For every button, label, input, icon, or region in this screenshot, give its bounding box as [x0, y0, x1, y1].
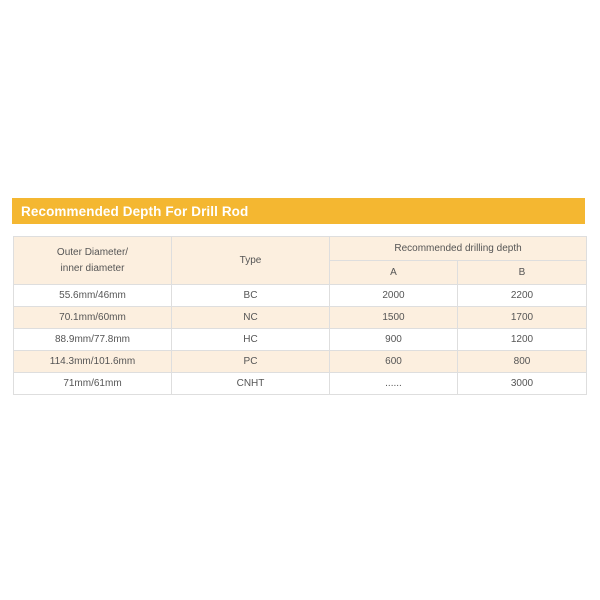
- type-cell: HC: [172, 329, 330, 351]
- table-row: [14, 329, 587, 351]
- header-row-1: [14, 237, 587, 261]
- depth-a-cell: ......: [330, 373, 458, 395]
- diameter-header: [14, 237, 172, 285]
- depth-b-cell: 2200: [458, 285, 587, 307]
- table-row: [14, 351, 587, 373]
- depth-group-header: Recommended drilling depth: [330, 237, 587, 261]
- depth-b-cell: 800: [458, 351, 587, 373]
- diameter-cell: 70.1mm/60mm: [14, 307, 172, 329]
- diameter-header-line2: inner diameter: [60, 262, 125, 274]
- col-a-header: A: [330, 261, 458, 285]
- table-title: Recommended Depth For Drill Rod: [21, 203, 249, 219]
- depth-a-cell: 2000: [330, 285, 458, 307]
- depth-a-cell: 600: [330, 351, 458, 373]
- type-cell: CNHT: [172, 373, 330, 395]
- diameter-header-line1: Outer Diameter/: [56, 246, 129, 258]
- depth-a-cell: 900: [330, 329, 458, 351]
- type-cell: NC: [172, 307, 330, 329]
- table-row: [14, 373, 587, 395]
- diameter-cell: 114.3mm/101.6mm: [14, 351, 172, 373]
- diameter-cell: 88.9mm/77.8mm: [14, 329, 172, 351]
- diameter-cell: 55.6mm/46mm: [14, 285, 172, 307]
- type-header: Type: [172, 237, 330, 285]
- type-cell: PC: [172, 351, 330, 373]
- depth-b-cell: 1700: [458, 307, 587, 329]
- table-row: [14, 285, 587, 307]
- table-row: [14, 307, 587, 329]
- type-cell: BC: [172, 285, 330, 307]
- col-b-header: B: [458, 261, 587, 285]
- drill-rod-depth-table: [13, 236, 587, 395]
- diameter-cell: 71mm/61mm: [14, 373, 172, 395]
- depth-b-cell: 1200: [458, 329, 587, 351]
- title-banner: [12, 198, 585, 224]
- depth-b-cell: 3000: [458, 373, 587, 395]
- depth-a-cell: 1500: [330, 307, 458, 329]
